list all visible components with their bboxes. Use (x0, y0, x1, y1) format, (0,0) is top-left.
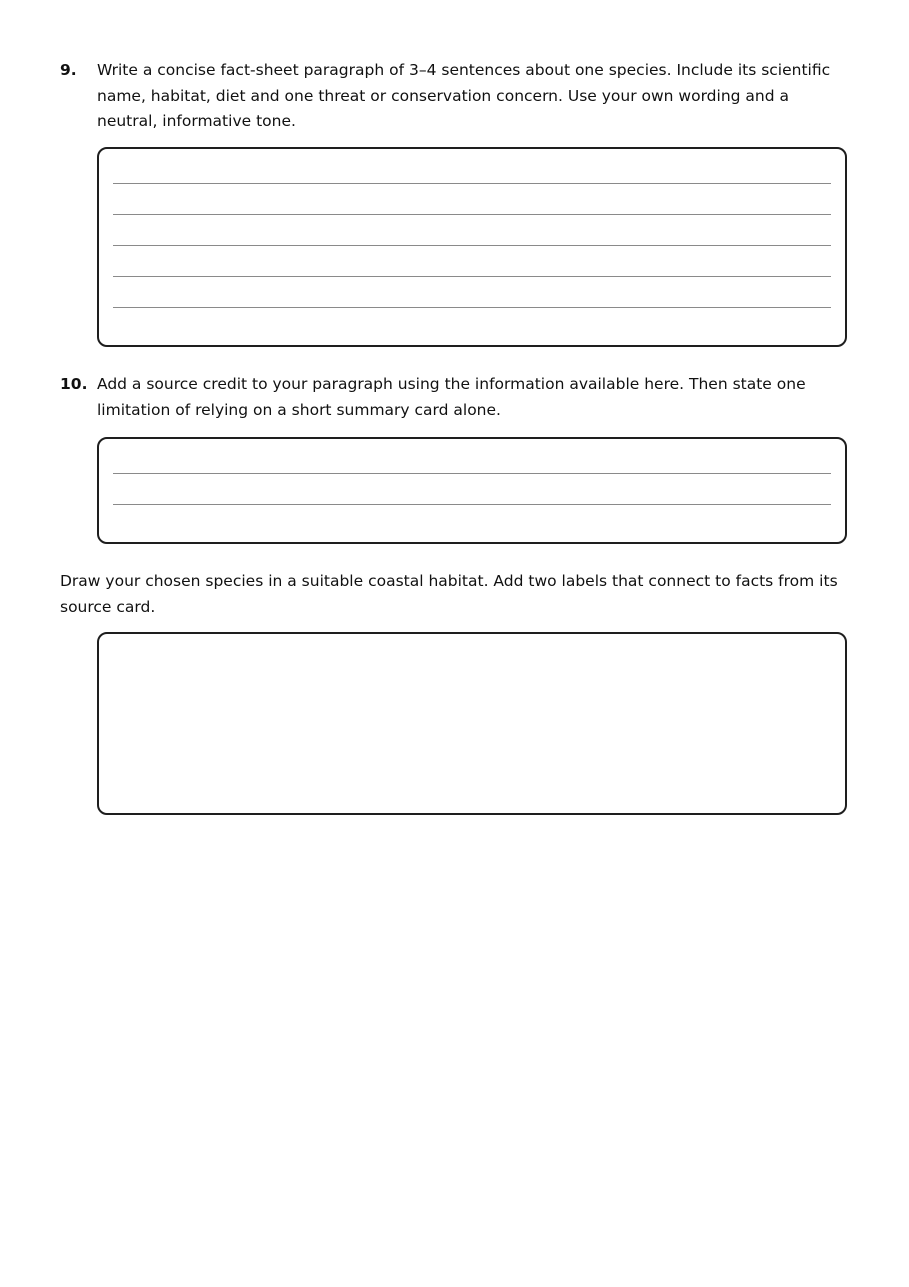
writing-line (113, 504, 831, 505)
writing-line (113, 307, 831, 308)
question-10 (60, 372, 850, 423)
question-number: 10. (60, 375, 88, 393)
question-text: Write a concise fact-sheet paragraph of 3–4 sentences about one species. Include its scientific name, habitat, diet and one threat or conservation concern. Use your own wording and a neutral, informative tone. (97, 61, 831, 130)
writing-line (113, 245, 831, 246)
writing-line (113, 183, 831, 184)
question-number: 9. (60, 61, 77, 79)
writing-line (113, 214, 831, 215)
drawing-task-prompt: Draw your chosen species in a suitable coastal habitat. Add two labels that connect to facts from its source card. (60, 572, 838, 616)
writing-line (113, 276, 831, 277)
answer-box-question-10[interactable] (97, 437, 847, 544)
question-text: Add a source credit to your paragraph using the information available here. Then state one limitation of relying on a short summary card alone. (97, 375, 806, 419)
writing-line (113, 473, 831, 474)
drawing-box[interactable] (97, 632, 847, 815)
answer-box-question-9[interactable] (97, 147, 847, 347)
question-9 (60, 58, 850, 135)
